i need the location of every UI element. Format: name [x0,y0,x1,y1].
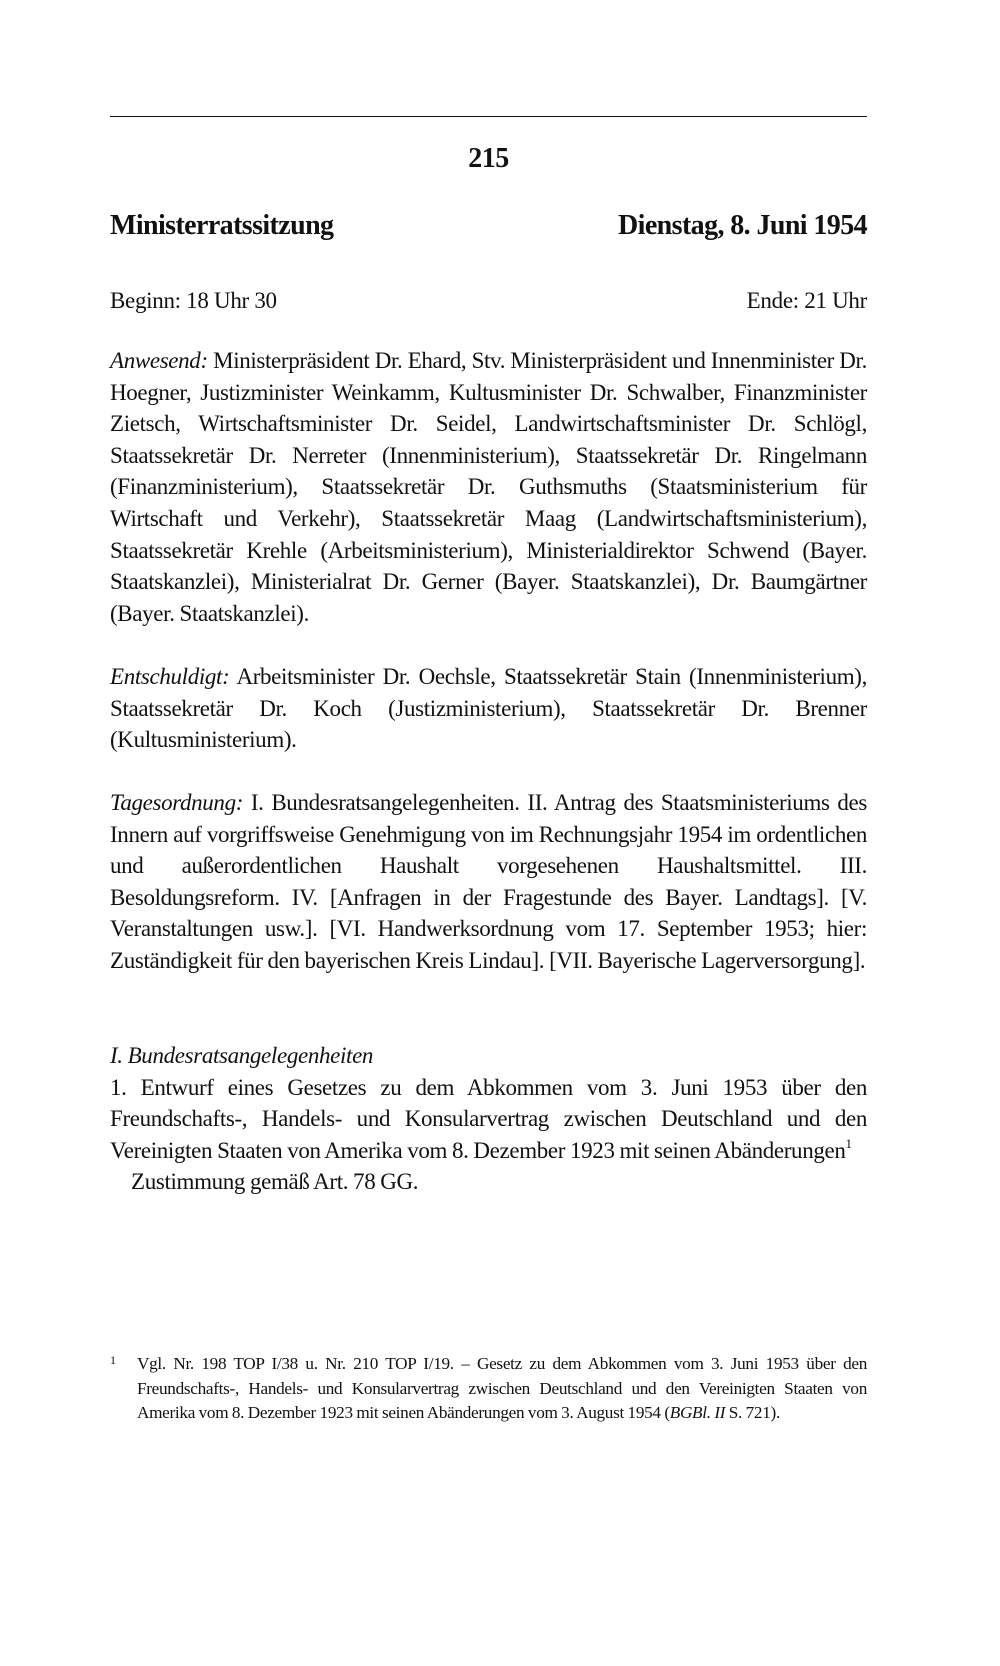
excused-label: Entschuldigt: [110,664,230,689]
agenda-item-text: 1. Entwurf eines Gesetzes zu dem Abkommen vom 3. Juni 1953 über den Freundschafts-, Handels- und Konsularvertrag zwischen Deutschland und den Vereinigten Staaten von Amerika vom 8. Dezember 1923 mit seinen Abänderungen [110,1074,867,1163]
attendees-label: Anwesend: [110,348,208,373]
top-rule [110,116,867,117]
footnote [110,1352,867,1426]
footnote-text-after: S. 721). [725,1403,780,1423]
excused-text: Arbeitsminister Dr. Oechsle, Staatssekretär Stain (Innenministerium), Staatssekretär Dr. Koch (Justizministerium), Staatssekretär Dr. Brenner (Kultusministerium). [110,664,867,753]
agenda-paragraph [110,787,867,977]
section-title: I. Bundesratsangelegenheiten [110,1043,374,1068]
document-header [110,210,867,242]
section-bundesrat [110,1040,867,1198]
agenda-text: I. Bundesratsangelegenheiten. II. Antrag des Staatsministeriums des Innern auf vorgriffsweise Genehmigung von im Rechnungsjahr 1954 im ordentlichen und außerordentlichen Haushalt vorgesehenen Haushaltsmittel. III. Besoldungsreform. IV. [Anfragen in der Fragestunde des Bayer. Landtags]. [V. Veranstaltungen usw.]. [VI. Handwerksordnung vom 17. September 1953; hier: Zuständigkeit für den bayerischen Kreis Lindau]. [VII. Bayerische Lagerversorgung]. [110,790,867,973]
end-time: Ende: 21 Uhr [746,288,867,313]
begin-time: Beginn: 18 Uhr 30 [110,288,277,313]
footnote-citation: BGBl. II [669,1403,726,1423]
attendees-text: Ministerpräsident Dr. Ehard, Stv. Ministerpräsident und Innenminister Dr. Hoegner, Justizminister Weinkamm, Kultusminister Dr. Schwalber, Finanzminister Zietsch, Wirtschaftsminister Dr. Seidel, Landwirtschaftsminister Dr. Schlögl, Staatssekretär Dr. Nerreter (Innenministerium), Staatssekretär Dr. Ringelmann (Finanzministerium), Staatssekretär Dr. Guthsmuths (Staatsministerium für Wirtschaft und Verkehr), Staatssekretär Maag (Landwirtschaftsministerium), Staatssekretär Krehle (Arbeitsministerium), Ministerialdirektor Schwend (Bayer. Staatskanzlei), Ministerialrat Dr. Gerner (Bayer. Staatskanzlei), Dr. Baumgärtner (Bayer. Staatskanzlei). [110,348,867,626]
document-title: Ministerratssitzung [110,210,334,241]
footnote-mark: 1 [110,1353,116,1367]
document-number: 215 [468,143,509,174]
footnote-body [110,1352,867,1426]
attendees-paragraph [110,345,867,629]
agenda-label: Tagesordnung: [110,790,244,815]
excused-paragraph [110,661,867,756]
agenda-item-decision: Zustimmung gemäß Art. 78 GG. [131,1169,419,1195]
session-times [110,288,867,314]
footnote-reference[interactable]: 1 [845,1135,852,1151]
footnote-text-before: Vgl. Nr. 198 TOP I/38 u. Nr. 210 TOP I/19. – Gesetz zu dem Abkommen vom 3. Juni 1953 über den Freundschafts-, Handels- und Konsularvertrag zwischen Deutschland und den Vereinigten Staaten von Amerika vom 8. Dezember 1923 mit seinen Abänderungen vom 3. August 1954 ( [137,1354,867,1423]
document-date: Dienstag, 8. Juni 1954 [618,210,867,241]
